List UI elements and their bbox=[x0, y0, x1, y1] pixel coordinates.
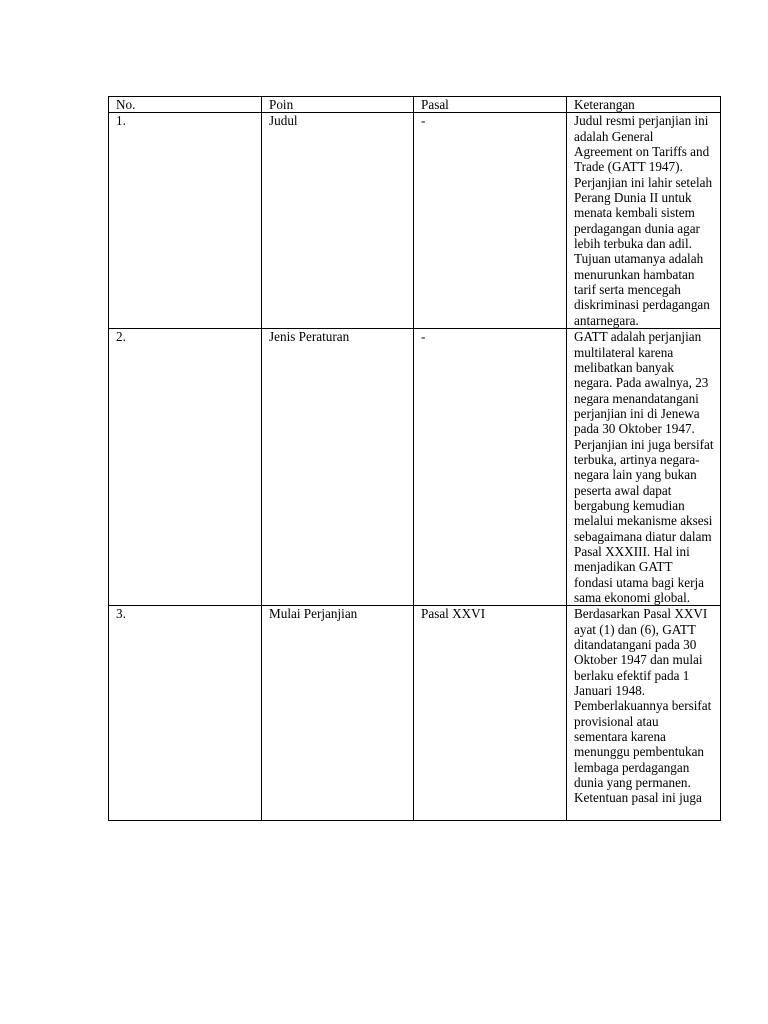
treaty-analysis-table bbox=[108, 96, 721, 821]
table-header-row bbox=[109, 97, 721, 113]
cell-no: 1. bbox=[109, 113, 262, 329]
cell-poin: Jenis Peraturan bbox=[262, 329, 414, 606]
header-keterangan: Keterangan bbox=[567, 97, 721, 113]
cell-keterangan: GATT adalah perjanjian multilateral karena melibatkan banyak negara. Pada awalnya, 23 negara menandatangani perjanjian ini di Jenewa pada 30 Oktober 1947. Perjanjian ini juga bersifat terbuka, artinya negara-negara lain yang bukan peserta awal dapat bergabung kemudian melalui mekanisme aksesi sebagaimana diatur dalam Pasal XXXIII. Hal ini menjadikan GATT fondasi utama bagi kerja sama ekonomi global. bbox=[567, 329, 721, 606]
header-no: No. bbox=[109, 97, 262, 113]
table-row bbox=[109, 113, 721, 329]
header-pasal: Pasal bbox=[414, 97, 567, 113]
cell-keterangan bbox=[567, 606, 721, 821]
cell-no: 2. bbox=[109, 329, 262, 606]
cell-poin: Judul bbox=[262, 113, 414, 329]
cell-keterangan: Judul resmi perjanjian ini adalah General Agreement on Tariffs and Trade (GATT 1947). Perjanjian ini lahir setelah Perang Dunia II untuk menata kembali sistem perdagangan dunia agar lebih terbuka dan adil. Tujuan utamanya adalah menurunkan hambatan tarif serta mencegah diskriminasi perdagangan antarnegara. bbox=[567, 113, 721, 329]
table-row bbox=[109, 329, 721, 606]
cell-pasal: Pasal XXVI bbox=[414, 606, 567, 821]
header-poin: Poin bbox=[262, 97, 414, 113]
cell-pasal: - bbox=[414, 329, 567, 606]
cell-no: 3. bbox=[109, 606, 262, 821]
cell-keterangan-text: Berdasarkan Pasal XXVI ayat (1) dan (6), GATT ditandatangani pada 30 Oktober 1947 dan mulai berlaku efektif pada 1 Januari 1948. Pemberlakuannya bersifat provisional atau sementara karena menunggu pembentukan lembaga perdagangan dunia yang permanen. Ketentuan pasal ini juga bbox=[574, 606, 712, 806]
cell-pasal: - bbox=[414, 113, 567, 329]
table-row bbox=[109, 606, 721, 821]
cell-poin: Mulai Perjanjian bbox=[262, 606, 414, 821]
